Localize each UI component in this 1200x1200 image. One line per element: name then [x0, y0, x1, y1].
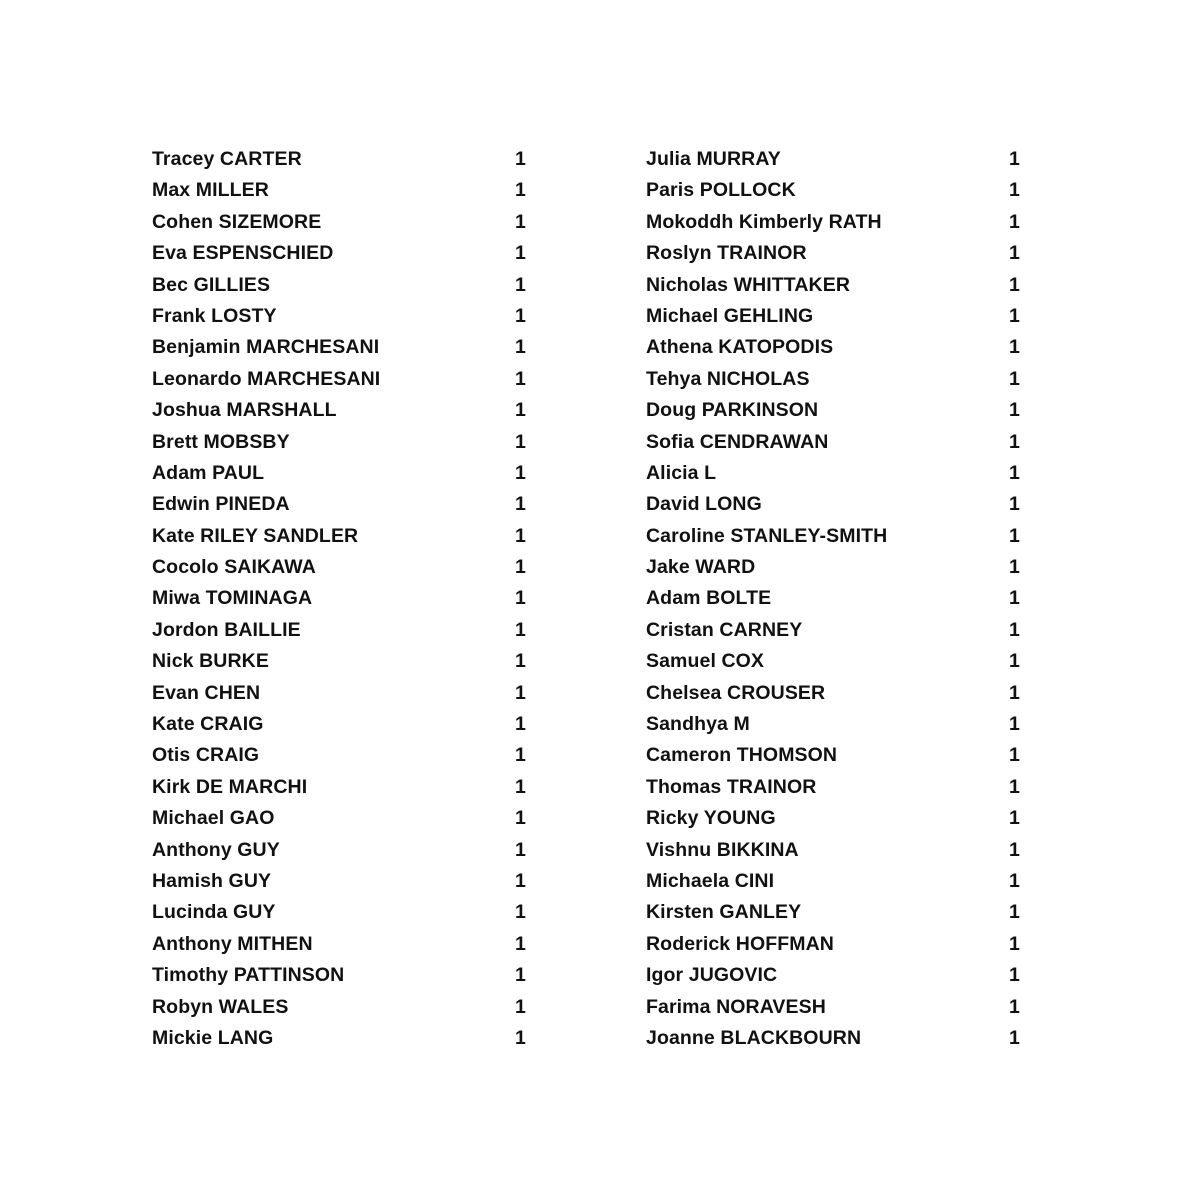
- person-name: Cohen SIZEMORE: [152, 210, 322, 233]
- count-value: 1: [515, 461, 526, 484]
- person-name: Tehya NICHOLAS: [646, 367, 810, 390]
- list-item: [646, 301, 1026, 332]
- person-name: Ricky YOUNG: [646, 807, 776, 830]
- person-name: Nick BURKE: [152, 650, 269, 673]
- count-value: 1: [515, 901, 526, 924]
- count-value: 1: [1009, 901, 1020, 924]
- list-item: [646, 552, 1026, 583]
- count-value: 1: [515, 650, 526, 673]
- count-value: 1: [515, 336, 526, 359]
- count-value: 1: [515, 210, 526, 233]
- list-item: [646, 615, 1026, 646]
- list-item: [152, 207, 532, 238]
- list-item: [152, 175, 532, 206]
- count-value: 1: [515, 273, 526, 296]
- person-name: Joshua MARSHALL: [152, 399, 337, 422]
- list-item: [646, 803, 1026, 834]
- count-value: 1: [515, 1026, 526, 1049]
- count-value: 1: [1009, 493, 1020, 516]
- list-item: [152, 521, 532, 552]
- person-name: Hamish GUY: [152, 869, 272, 892]
- count-value: 1: [1009, 650, 1020, 673]
- count-value: 1: [1009, 775, 1020, 798]
- list-item: [152, 270, 532, 301]
- person-name: Michael GAO: [152, 807, 275, 830]
- count-value: 1: [1009, 932, 1020, 955]
- person-name: Brett MOBSBY: [152, 430, 290, 453]
- person-name: Mokoddh Kimberly RATH: [646, 210, 882, 233]
- list-item: [646, 646, 1026, 677]
- count-value: 1: [515, 399, 526, 422]
- person-name: Julia MURRAY: [646, 148, 781, 170]
- person-name: Tracey CARTER: [152, 148, 302, 170]
- list-item: [152, 835, 532, 866]
- person-name: Frank LOSTY: [152, 304, 277, 327]
- person-name: Timothy PATTINSON: [152, 964, 345, 987]
- count-value: 1: [1009, 367, 1020, 390]
- list-item: [646, 992, 1026, 1023]
- count-value: 1: [515, 964, 526, 987]
- count-value: 1: [1009, 869, 1020, 892]
- list-item: [152, 772, 532, 803]
- person-name: Michaela CINI: [646, 869, 775, 892]
- count-value: 1: [515, 995, 526, 1018]
- person-name: Joanne BLACKBOURN: [646, 1026, 862, 1049]
- count-value: 1: [1009, 461, 1020, 484]
- person-name: Max MILLER: [152, 179, 269, 202]
- count-value: 1: [1009, 336, 1020, 359]
- count-value: 1: [515, 618, 526, 641]
- person-name: David LONG: [646, 493, 762, 516]
- list-item: [646, 458, 1026, 489]
- count-value: 1: [515, 744, 526, 767]
- list-item: [152, 992, 532, 1023]
- count-value: 1: [1009, 273, 1020, 296]
- count-value: 1: [1009, 838, 1020, 861]
- person-name: Anthony GUY: [152, 838, 280, 861]
- count-value: 1: [515, 524, 526, 547]
- count-value: 1: [515, 869, 526, 892]
- count-value: 1: [515, 493, 526, 516]
- person-name: Kate RILEY SANDLER: [152, 524, 359, 547]
- count-value: 1: [1009, 242, 1020, 265]
- person-name: Eva ESPENSCHIED: [152, 242, 334, 265]
- list-item: [152, 1023, 532, 1054]
- list-item: [152, 960, 532, 991]
- person-name: Paris POLLOCK: [646, 179, 796, 202]
- list-item: [646, 1023, 1026, 1054]
- person-name: Jordon BAILLIE: [152, 618, 301, 641]
- person-name: Caroline STANLEY-SMITH: [646, 524, 888, 547]
- person-name: Kate CRAIG: [152, 713, 264, 736]
- person-name: Adam PAUL: [152, 461, 265, 484]
- count-value: 1: [515, 430, 526, 453]
- list-item: [152, 583, 532, 614]
- list-item: [152, 395, 532, 426]
- list-item: [646, 364, 1026, 395]
- person-name: Samuel COX: [646, 650, 765, 673]
- list-item: [646, 238, 1026, 269]
- person-name: Sofia CENDRAWAN: [646, 430, 829, 453]
- count-value: 1: [1009, 210, 1020, 233]
- count-value: 1: [515, 807, 526, 830]
- left-column: [152, 144, 532, 1054]
- list-item: [152, 458, 532, 489]
- count-value: 1: [515, 681, 526, 704]
- list-item: [152, 615, 532, 646]
- person-name: Mickie LANG: [152, 1026, 274, 1049]
- person-name: Roslyn TRAINOR: [646, 242, 807, 265]
- list-item: [646, 678, 1026, 709]
- count-value: 1: [515, 556, 526, 579]
- list-item: [646, 772, 1026, 803]
- list-item: [646, 866, 1026, 897]
- person-name: Benjamin MARCHESANI: [152, 336, 380, 359]
- list-item: [152, 678, 532, 709]
- person-name: Vishnu BIKKINA: [646, 838, 799, 861]
- list-item: [646, 207, 1026, 238]
- count-value: 1: [515, 242, 526, 265]
- count-value: 1: [1009, 430, 1020, 453]
- count-value: 1: [1009, 618, 1020, 641]
- list-item: [646, 583, 1026, 614]
- list-item: [646, 521, 1026, 552]
- count-value: 1: [1009, 524, 1020, 547]
- count-value: 1: [1009, 713, 1020, 736]
- list-item: [646, 395, 1026, 426]
- list-item: [152, 646, 532, 677]
- list-item: [646, 929, 1026, 960]
- list-item: [646, 175, 1026, 206]
- person-name: Michael GEHLING: [646, 304, 814, 327]
- count-value: 1: [1009, 556, 1020, 579]
- person-name: Bec GILLIES: [152, 273, 271, 296]
- person-name: Thomas TRAINOR: [646, 775, 817, 798]
- list-item: [152, 364, 532, 395]
- count-value: 1: [515, 775, 526, 798]
- person-name: Robyn WALES: [152, 995, 289, 1018]
- list-item: [646, 740, 1026, 771]
- person-name: Cameron THOMSON: [646, 744, 838, 767]
- count-value: 1: [1009, 304, 1020, 327]
- count-value: 1: [1009, 744, 1020, 767]
- list-item: [646, 332, 1026, 363]
- person-name: Farima NORAVESH: [646, 995, 826, 1018]
- list-item: [152, 427, 532, 458]
- list-item: [152, 552, 532, 583]
- person-name: Roderick HOFFMAN: [646, 932, 834, 955]
- list-item: [152, 803, 532, 834]
- count-value: 1: [515, 304, 526, 327]
- list-item: [152, 238, 532, 269]
- count-value: 1: [515, 713, 526, 736]
- list-item: [152, 144, 532, 175]
- person-name: Cocolo SAIKAWA: [152, 556, 316, 579]
- list-item: [152, 866, 532, 897]
- count-value: 1: [1009, 964, 1020, 987]
- person-name: Doug PARKINSON: [646, 399, 819, 422]
- list-item: [152, 929, 532, 960]
- person-name: Athena KATOPODIS: [646, 336, 834, 359]
- count-value: 1: [1009, 179, 1020, 202]
- count-value: 1: [515, 587, 526, 610]
- list-item: [152, 740, 532, 771]
- list-item: [646, 427, 1026, 458]
- count-value: 1: [1009, 1026, 1020, 1049]
- person-name: Alicia L: [646, 461, 717, 484]
- person-name: Sandhya M: [646, 713, 750, 736]
- person-name: Chelsea CROUSER: [646, 681, 826, 704]
- person-name: Kirsten GANLEY: [646, 901, 802, 924]
- person-name: Lucinda GUY: [152, 901, 276, 924]
- count-value: 1: [515, 838, 526, 861]
- count-value: 1: [515, 179, 526, 202]
- person-name: Evan CHEN: [152, 681, 261, 704]
- person-name: Miwa TOMINAGA: [152, 587, 313, 610]
- list-item: [646, 897, 1026, 928]
- list-item: [646, 709, 1026, 740]
- person-name: Anthony MITHEN: [152, 932, 313, 955]
- count-value: 1: [1009, 148, 1020, 170]
- count-value: 1: [1009, 587, 1020, 610]
- person-name: Nicholas WHITTAKER: [646, 273, 851, 296]
- list-item: [152, 897, 532, 928]
- person-name: Otis CRAIG: [152, 744, 260, 767]
- count-value: 1: [515, 367, 526, 390]
- list-item: [152, 332, 532, 363]
- list-item: [152, 301, 532, 332]
- count-value: 1: [1009, 681, 1020, 704]
- list-item: [646, 144, 1026, 175]
- list-item: [152, 709, 532, 740]
- person-name: Jake WARD: [646, 556, 756, 579]
- person-name: Cristan CARNEY: [646, 618, 803, 641]
- person-name: Edwin PINEDA: [152, 493, 290, 516]
- person-name: Igor JUGOVIC: [646, 964, 778, 987]
- person-name: Adam BOLTE: [646, 587, 772, 610]
- list-item: [646, 270, 1026, 301]
- list-item: [646, 835, 1026, 866]
- list-item: [152, 489, 532, 520]
- list-item: [646, 489, 1026, 520]
- person-name: Kirk DE MARCHI: [152, 775, 308, 798]
- right-column: [646, 144, 1026, 1054]
- count-value: 1: [515, 932, 526, 955]
- count-value: 1: [1009, 807, 1020, 830]
- count-value: 1: [515, 148, 526, 170]
- list-item: [646, 960, 1026, 991]
- count-value: 1: [1009, 399, 1020, 422]
- person-name: Leonardo MARCHESANI: [152, 367, 381, 390]
- count-value: 1: [1009, 995, 1020, 1018]
